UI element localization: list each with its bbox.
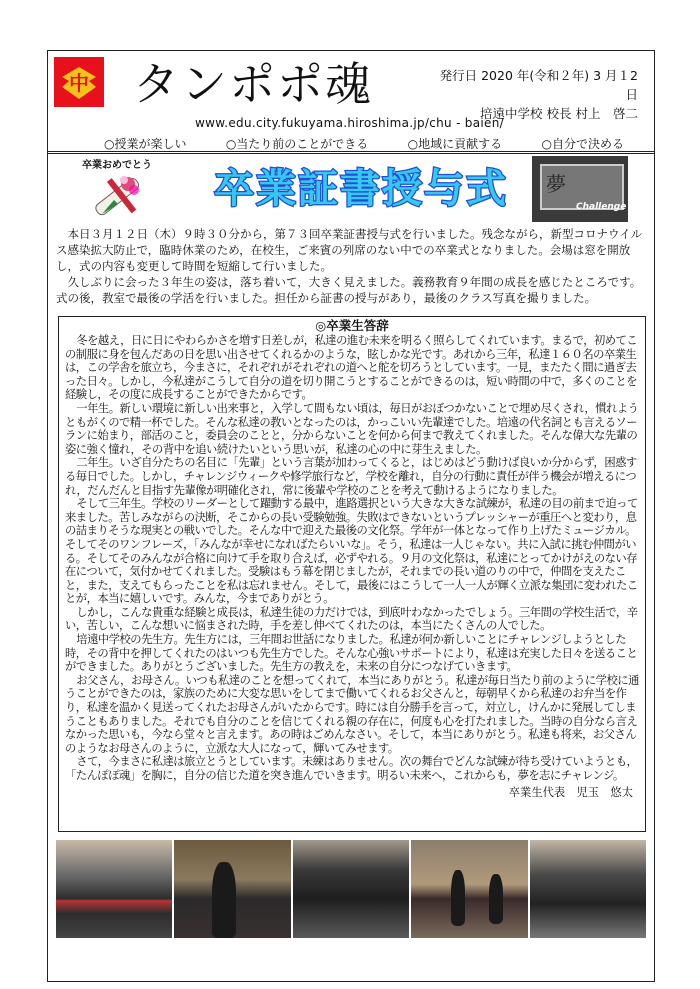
school-emblem-icon (54, 57, 104, 107)
motto-item: ○授業が楽しい (104, 137, 187, 151)
issue-date: 発行日 2020 年(令和２年) 3 月１2 日 (439, 68, 638, 102)
publisher: 培遠中学校 校長 村上 啓二 (480, 106, 638, 121)
congrats-label: 卒業おめでとう (82, 160, 152, 171)
speech-paragraph: さて，今まさに私達は旅立とうとしています。未練はありません。次の舞台でどんな試練が待ち受けていようとも，「たんぽぽ魂」を胸に，自分の信じた道を突き進んでいきます。明るい未来へ，これからも，夢を志にチャレンジ。 (65, 755, 638, 782)
speech-paragraph: お父さん，お母さん。いつも私達のことを想ってくれて，本当にありがとう。私達が毎日当たり前のように学校に通うことができたのは，家族のために大変な思いをしてまで働いてくれるお父さんと，毎朝早くから私達のお弁当を作り，私達を温かく見送ってくれたお母さんがいたからです。時には自分勝手を言って，対立し，けんかに発展してしまうこともありました。それでも自分のことを信じてくれる親の存在に，何度も心を打たれました。当時の自分なら言えなかった思いも，今なら堂々と言えます。あの時はごめんなさい。そして，本当にありがとう。私達も将来，お父さんのようなお母さんのように，立派な大人になって，輝いてみせます。 (65, 673, 639, 755)
issue-info (428, 66, 638, 123)
ceremony-title-text: 卒業証書授与式 (214, 166, 508, 212)
speech-paragraph: そして三年生。学校のリーダーとして躍動する最中，進路選択という大きな大きな試練が，私達の目の前まで迫って来ました。苦しみながらの決断，そこからの長い受験勉強。失敗はできないというプレッシャーが重圧へと変わり，息の詰まりそうな現実との戦いでした。そんな中で迎えた最後の文化祭。学年が一体となって作り上げたミュージカル。そしてそのワンフレーズ，「みんなが幸せになればたらいいな」。そう，私達は一人じゃない。共に入試に挑む仲間がいる。そしてそのみんなが合格に向けて手を取り合えば，必ずやれる。９月の文化祭は，私達にとってかけがえのない存在について，気付かせてくれました。受験はもう幕を閉じましたが，それまでの長い道のりの中で，仲間を支えたこと，また，支えてもらったことを私は忘れません。そして，最後にはこうして一人一人が輝く立派な集団に変われたことが，本当に嬉しいです。みんな，今までありがとう。 (65, 497, 638, 606)
speaker-figure (212, 862, 236, 938)
ceremony-photo-speaker (174, 840, 290, 938)
header-divider-secondary (48, 153, 654, 154)
motto-item: ○当たり前のことができる (225, 137, 369, 151)
motto-item: ○自分で決める (541, 137, 624, 151)
speech-paragraph: しかし，こんな貴重な経験と成長は，私達生徒の力だけでは，到底叶わなかったでしょう。三年間の学校生活で，辛い，苦しい，こんな想いに悩まされた時，手を差し伸べてくれたのは，本当にたくさんの人でした。 (65, 605, 638, 633)
school-url: www.edu.city.fukuyama.hiroshima.jp/chu - baien/ (195, 116, 504, 130)
graduate-speech-box (58, 316, 646, 832)
intro-paragraph: 本日３月１２日（木）９時３０分から，第７３回卒業証書授与式を行いました。残念ながら，新型コロナウイルス感染拡大防止で，臨時休業のため，在校生，ご来賓の列席のない中での卒業式となりました。会場は窓を開放し，式の内容も変更して時間を短縮して行いました。 (56, 227, 643, 273)
classroom-photo (532, 156, 628, 222)
speech-signature: 卒業生代表 児玉 悠太 (508, 785, 633, 799)
school-mottos (104, 135, 624, 152)
intro-text (56, 226, 648, 306)
ceremony-title (186, 160, 536, 212)
speech-title: ◎卒業生答辞 (315, 318, 389, 333)
ceremony-photo-stage (411, 840, 527, 938)
ceremony-photo-graduates (530, 840, 646, 938)
ceremony-photo-students (293, 840, 409, 938)
newsletter-title: タンポポ魂 (133, 57, 373, 111)
stage-figure (489, 874, 503, 924)
speech-paragraph: 培遠中学校の先生方。先生方には，三年間お世話になりました。私達が何か新しいことにチャレンジしようとした時，その背中を押してくれたのはいつも先生方でした。そんな心強いサポートにより，私達は充実した日々を送ることができました。ありがとうございました。先生方の教えを，未来の自分につなげていきます。 (65, 633, 638, 674)
diploma-scroll-icon (88, 170, 150, 222)
speech-paragraph: 一年生。新しい環境に新しい出来事と，入学して間もない頃は，毎日がおぼつかないことで埋め尽くされ，慣れようともがくので精一杯でした。そんな私達の教いとなったのは，かっこいい先輩達でした。培遠の代名詞とも言えるソーランに始まり，部活のこと，委員会のことと，分からないことを何から何まで教えてくれました。そんな偉大な先輩の姿に強く憧れ，その背中を追い続けたいという思いが，私達の心の中に芽生えました。 (65, 401, 639, 456)
emblem-char: 中 (69, 71, 89, 95)
ceremony-photo-hall (56, 840, 172, 938)
header-divider (48, 151, 654, 152)
stage-figure (451, 870, 465, 926)
speech-paragraph: 二年生。いざ自分たちの名目に「先輩」という言葉が加わってくると，はじめはどう動けば良いか分からず，困惑する毎日でした。しかし，チャレンジウィークや修学旅行など，学校を離れ，自分の行動に責任が伴う機会が増えるにつれ，だんだんと目指す先輩像が明確化され，常に後輩や学校のことを考えて動けるようになりました。 (65, 456, 637, 497)
ceremony-photo-strip (56, 840, 646, 938)
speech-paragraph: 冬を越え，日に日にやわらかさを増す日差しが，私達の進む未来を明るく照らしてくれています。まるで，初めてこの制服に身を包んだあの日を思い出させてくれるかのような，眩しかな光です。あれから三年，私達１６０名の卒業生は，この学舎を旅立ち，今まさに，それぞれがそれぞれの道へと舵を切ろうとしています。一見，またたく間に過ぎ去った日々。しかし，今私達がこうして自分の道を切り開こうとすることができるのは，短い時間の中で，多くのことを経験し，その度に成長することができたからです。 (65, 334, 638, 402)
photo-caption: Challenge (576, 202, 627, 212)
photo-kanji: 夢 (546, 172, 566, 196)
motto-item: ○地域に貢献する (407, 137, 503, 151)
intro-paragraph: 久しぶりに会った３年生の姿は，落ち着いて，大きく見えました。義務教育９年間の成長を感じたところです。式の後，教室で最後の学活を行いました。担任から証書の授与があり，最後のクラス写真を撮りました。 (56, 275, 642, 305)
